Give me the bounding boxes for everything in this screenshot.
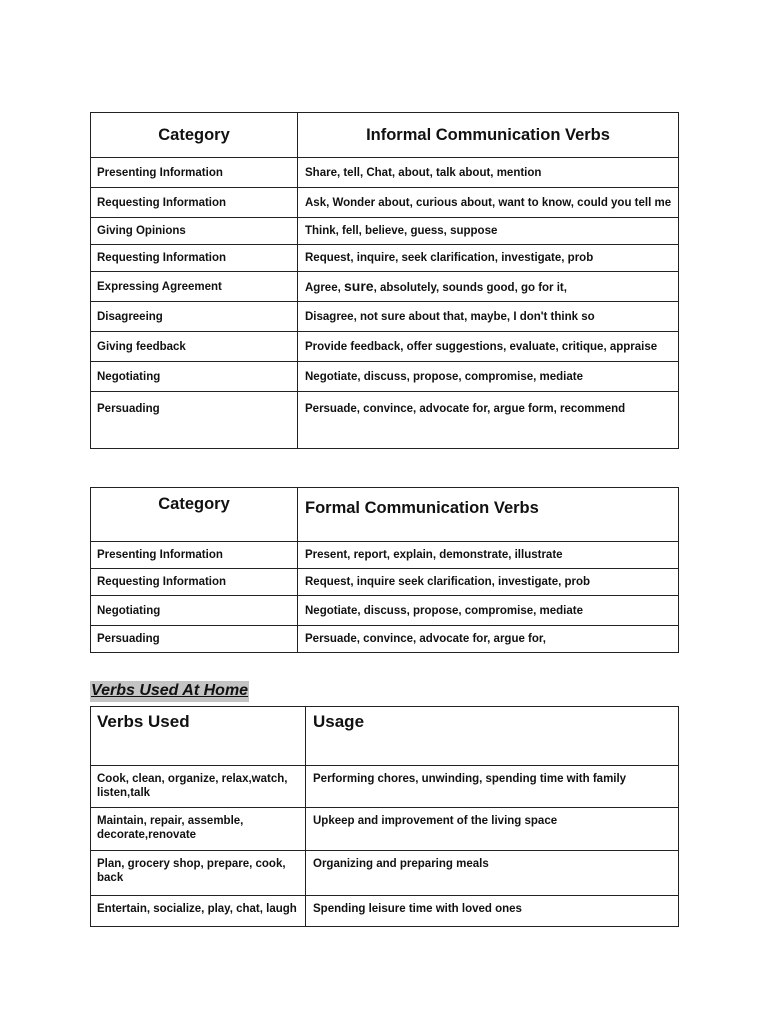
usage-cell: Spending leisure time with loved ones <box>306 896 679 927</box>
verbs-used-cell: Entertain, socialize, play, chat, laugh <box>91 896 306 927</box>
verbs-cell: Present, report, explain, demonstrate, illustrate <box>298 542 679 569</box>
table-row <box>91 896 679 927</box>
table-row <box>91 272 679 302</box>
usage-cell: Performing chores, unwinding, spending time with family <box>306 766 679 808</box>
formal-verbs-table <box>90 487 679 653</box>
usage-cell: Organizing and preparing meals <box>306 851 679 896</box>
category-header: Category <box>91 113 298 158</box>
verbs-cell <box>298 272 679 302</box>
verbs-text-part: , absolutely, sounds good, go for it, <box>373 281 567 294</box>
informal-verbs-table <box>90 112 679 449</box>
category-cell: Requesting Information <box>91 188 298 218</box>
table-header-row <box>91 707 679 766</box>
verbs-cell: Provide feedback, offer suggestions, evaluate, critique, appraise <box>298 332 679 362</box>
category-cell: Persuading <box>91 392 298 449</box>
category-cell: Persuading <box>91 626 298 653</box>
verbs-cell: Think, fell, believe, guess, suppose <box>298 218 679 245</box>
verbs-text-part: Agree, <box>305 281 344 294</box>
table-row <box>91 542 679 569</box>
table-row <box>91 392 679 449</box>
category-cell: Negotiating <box>91 362 298 392</box>
category-cell: Giving feedback <box>91 332 298 362</box>
table-header-row <box>91 113 679 158</box>
verbs-cell: Request, inquire seek clarification, investigate, prob <box>298 569 679 596</box>
verbs-text-emphasis: sure <box>344 277 374 294</box>
verbs-used-cell: Plan, grocery shop, prepare, cook, back <box>91 851 306 896</box>
verbs-cell: Persuade, convince, advocate for, argue for, <box>298 626 679 653</box>
verbs-used-header: Verbs Used <box>91 707 306 766</box>
verbs-cell: Negotiate, discuss, propose, compromise, mediate <box>298 362 679 392</box>
usage-header: Usage <box>306 707 679 766</box>
table-row <box>91 596 679 626</box>
table-row <box>91 569 679 596</box>
category-cell: Giving Opinions <box>91 218 298 245</box>
category-cell: Presenting Information <box>91 542 298 569</box>
table-row <box>91 245 679 272</box>
verbs-cell: Persuade, convince, advocate for, argue form, recommend <box>298 392 679 449</box>
verbs-used-cell: Maintain, repair, assemble, decorate,renovate <box>91 808 306 851</box>
category-header: Category <box>91 488 298 542</box>
verbs-cell: Share, tell, Chat, about, talk about, mention <box>298 158 679 188</box>
home-verbs-table <box>90 706 679 927</box>
category-cell: Expressing Agreement <box>91 272 298 302</box>
category-cell: Requesting Information <box>91 245 298 272</box>
table-row <box>91 302 679 332</box>
usage-cell: Upkeep and improvement of the living space <box>306 808 679 851</box>
informal-verbs-header: Informal Communication Verbs <box>298 113 679 158</box>
table-row <box>91 626 679 653</box>
category-cell: Disagreeing <box>91 302 298 332</box>
verbs-cell: Request, inquire, seek clarification, investigate, prob <box>298 245 679 272</box>
table-row <box>91 188 679 218</box>
category-cell: Presenting Information <box>91 158 298 188</box>
category-cell: Negotiating <box>91 596 298 626</box>
table-row <box>91 766 679 808</box>
table-row <box>91 808 679 851</box>
table-row <box>91 851 679 896</box>
verbs-cell: Negotiate, discuss, propose, compromise, mediate <box>298 596 679 626</box>
table-header-row <box>91 488 679 542</box>
verbs-cell: Ask, Wonder about, curious about, want to know, could you tell me <box>298 188 679 218</box>
home-section-heading: Verbs Used At Home <box>90 681 249 702</box>
formal-verbs-header: Formal Communication Verbs <box>298 488 679 542</box>
table-row <box>91 362 679 392</box>
table-row <box>91 332 679 362</box>
table-row <box>91 158 679 188</box>
category-cell: Requesting Information <box>91 569 298 596</box>
table-row <box>91 218 679 245</box>
verbs-cell: Disagree, not sure about that, maybe, I don't think so <box>298 302 679 332</box>
verbs-used-cell: Cook, clean, organize, relax,watch, listen,talk <box>91 766 306 808</box>
